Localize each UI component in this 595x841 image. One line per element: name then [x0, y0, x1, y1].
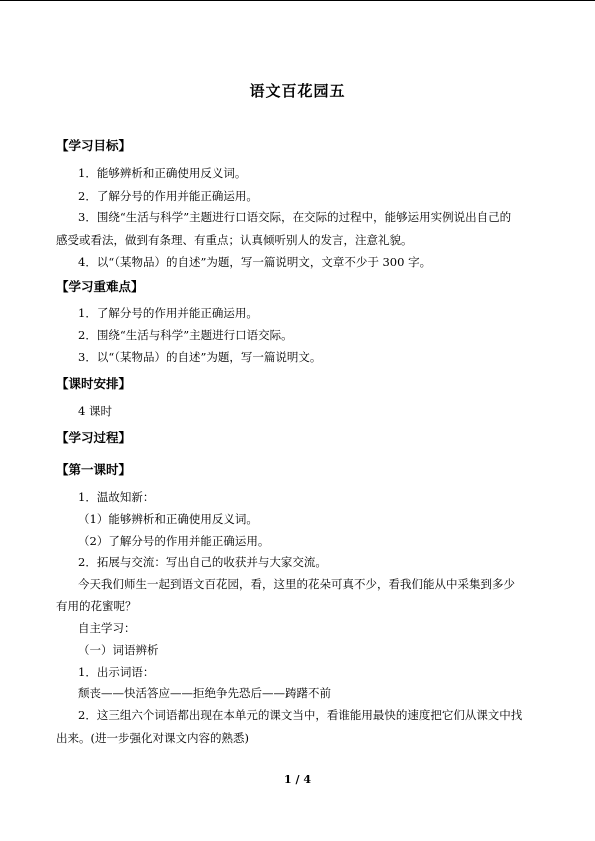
lesson-line: （一）词语辨析 [78, 643, 159, 657]
goal-item: 4．以“（某物品）的自述”为题，写一篇说明文，文章不少于 300 字。 [78, 255, 432, 269]
lesson-line: 1．出示词语： [78, 665, 155, 679]
schedule-text: 4 课时 [78, 404, 112, 418]
lesson-line-continued: 有用的花蜜呢？ [56, 599, 137, 613]
key-point-item: 3．以“（某物品）的自述”为题，写一篇说明文。 [78, 350, 322, 364]
lesson-line-continued: 出来。(进一步强化对课文内容的熟悉) [56, 731, 249, 745]
heading-schedule: 【课时安排】 [56, 376, 132, 391]
key-point-item: 2．围绕“生活与科学”主题进行口语交际。 [78, 328, 293, 342]
heading-lesson1: 【第一课时】 [56, 462, 132, 477]
lesson-line: 颓丧——快活答应——拒绝争先恐后——踌躇不前 [78, 686, 331, 700]
goal-item-continued: 感受或看法，做到有条理、有重点；认真倾听别人的发言，注意礼貌。 [56, 233, 413, 247]
lesson-line: 今天我们师生一起到语文百花园，看，这里的花朵可真不少，看我们能从中采集到多少 [78, 577, 515, 591]
goal-item: 3．围绕“生活与科学”主题进行口语交际，在交际的过程中，能够运用实例说出自己的 [78, 210, 512, 224]
lesson-line: （1）能够辨析和正确使用反义词。 [78, 512, 258, 526]
lesson-line: 自主学习： [78, 621, 136, 635]
key-point-item: 1．了解分号的作用并能正确运用。 [78, 306, 258, 320]
lesson-line: （2）了解分号的作用并能正确运用。 [78, 534, 270, 548]
heading-goals: 【学习目标】 [56, 138, 132, 153]
page-title: 语文百花园五 [249, 82, 346, 100]
goal-item: 1．能够辨析和正确使用反义词。 [78, 166, 247, 180]
lesson-line: 2．拓展与交流：写出自己的收获并与大家交流。 [78, 555, 327, 569]
goal-item: 2．了解分号的作用并能正确运用。 [78, 189, 258, 203]
heading-key-points: 【学习重难点】 [56, 279, 144, 294]
lesson-line: 2．这三组六个词语都出现在本单元的课文当中，看谁能用最快的速度把它们从课文中找 [78, 708, 523, 722]
lesson-line: 1．温故知新： [78, 490, 155, 504]
top-border [0, 0, 595, 1]
heading-process: 【学习过程】 [56, 430, 132, 445]
page-number: 1 / 4 [284, 773, 311, 786]
